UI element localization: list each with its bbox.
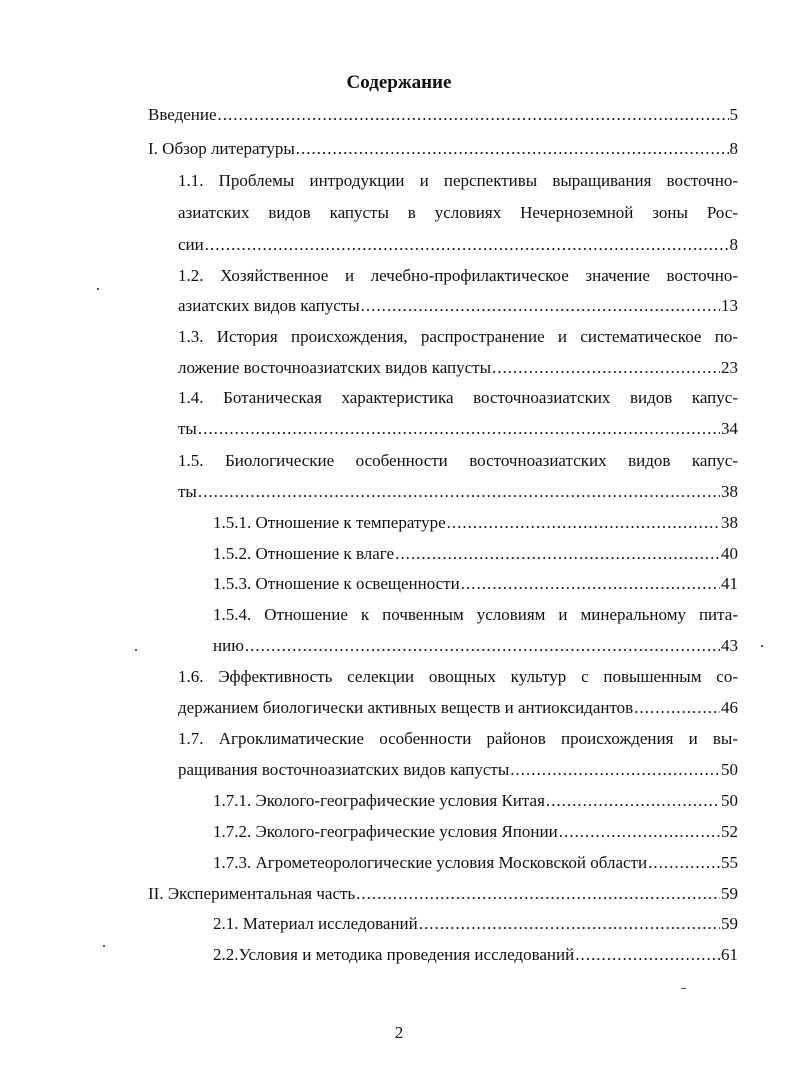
toc-page-number: 52 [721, 822, 738, 841]
toc-entry-1-1-line-1: 1.1. Проблемы интродукции и перспективы выращивания восточно- [178, 171, 738, 190]
toc-leader [198, 481, 720, 503]
toc-page-number: 40 [721, 544, 738, 563]
toc-entry-text: II. Экспериментальная часть [148, 884, 356, 903]
toc-entry-1-5-4-line-1: 1.5.4. Отношение к почвенным условиям и минеральному пита- [213, 605, 738, 624]
toc-entry-1-1-last [178, 234, 738, 256]
toc-entry-1-6-line-1: 1.6. Эффективность селекции овощных культур с повышенным со- [178, 667, 738, 686]
toc-entry-text: ложение восточноазиатских видов капусты [178, 358, 492, 377]
toc-entry-text: 1.7.3. Агрометеорологические условия Московской области [213, 853, 648, 872]
toc-leader [546, 790, 720, 812]
toc-entry-text: ты [178, 482, 197, 501]
toc-leader [245, 635, 720, 657]
toc-page-number: 8 [729, 139, 738, 158]
toc-leader [559, 821, 720, 843]
scan-speck [135, 649, 137, 651]
toc-entry-1-7-2 [213, 821, 738, 843]
toc-entry-text: 2.2.Условия и методика проведения исследований [213, 945, 575, 964]
toc-entry-text: сии [178, 235, 204, 254]
toc-entry-1-5-4-last [213, 635, 738, 657]
toc-entry-1-7-3 [213, 852, 738, 874]
toc-page-number: 59 [721, 914, 738, 933]
scan-speck [681, 988, 686, 989]
toc-page-number: 59 [721, 884, 738, 903]
toc-page-number: 43 [721, 636, 738, 655]
toc-entry-text: 1.5.3. Отношение к освещенности [213, 574, 460, 593]
toc-entry-1-1-line-2: азиатских видов капусты в условиях Нечерноземной зоны Рос- [178, 203, 738, 222]
toc-leader [634, 697, 720, 719]
toc-leader [356, 883, 720, 905]
toc-page-number: 50 [721, 760, 738, 779]
toc-leader [419, 913, 720, 935]
toc-leader [492, 357, 720, 379]
toc-page-number: 55 [721, 853, 738, 872]
toc-entry-text: Введение [148, 105, 217, 124]
toc-page-number: 13 [721, 296, 738, 315]
toc-entry-text: ращивания восточноазиатских видов капусты [178, 760, 510, 779]
toc-entry-1-6-last [178, 697, 738, 719]
toc-page-number: 38 [721, 482, 738, 501]
toc-entry-1-7-last [178, 759, 738, 781]
toc-page-number: 8 [729, 235, 738, 254]
toc-entry-text: ты [178, 419, 197, 438]
toc-leader [461, 573, 720, 595]
toc-entry-2-2 [213, 944, 738, 966]
toc-entry-chapter-2 [148, 883, 738, 905]
toc-entry-text: держанием биологически активных веществ и антиоксидантов [178, 698, 634, 717]
toc-entry-intro [148, 104, 738, 126]
toc-leader [205, 234, 729, 256]
toc-entry-1-7-1 [213, 790, 738, 812]
toc-entry-1-5-2 [213, 543, 738, 565]
toc-leader [510, 759, 720, 781]
toc-entry-1-7-line-1: 1.7. Агроклиматические особенности районов происхождения и вы- [178, 729, 738, 748]
toc-leader [198, 418, 720, 440]
toc-entry-text: 1.5.1. Отношение к температуре [213, 513, 446, 532]
scan-speck [103, 945, 105, 947]
toc-entry-1-4-line-1: 1.4. Ботаническая характеристика восточноазиатских видов капус- [178, 388, 738, 407]
toc-entry-1-5-last [178, 481, 738, 503]
toc-page-number: 61 [721, 945, 738, 964]
page-title: Содержание [346, 72, 452, 93]
scan-speck [761, 645, 763, 647]
toc-entry-2-1 [213, 913, 738, 935]
toc-page-number: 41 [721, 574, 738, 593]
toc-entry-text: 1.7.1. Эколого-географические условия Китая [213, 791, 545, 810]
toc-entry-1-4-last [178, 418, 738, 440]
toc-entry-text: нию [213, 636, 244, 655]
scan-speck [97, 288, 99, 290]
toc-entry-text: азиатских видов капусты [178, 296, 360, 315]
toc-entry-text: 1.7.2. Эколого-географические условия Японии [213, 822, 558, 841]
toc-entry-text: 2.1. Материал исследований [213, 914, 418, 933]
toc-entry-text: I. Обзор литературы [148, 139, 295, 158]
toc-leader [395, 543, 720, 565]
toc-entry-1-5-1 [213, 512, 738, 534]
toc-entry-text: 1.5.2. Отношение к влаге [213, 544, 395, 563]
toc-leader [648, 852, 720, 874]
toc-entry-1-2-last [178, 295, 738, 317]
toc-page-number: 23 [721, 358, 738, 377]
toc-entry-chapter-1 [148, 138, 738, 160]
toc-entry-1-3-line-1: 1.3. История происхождения, распространение и систематическое по- [178, 327, 738, 346]
toc-leader [218, 104, 729, 126]
toc-leader [447, 512, 720, 534]
toc-entry-1-3-last [178, 357, 738, 379]
toc-entry-1-2-line-1: 1.2. Хозяйственное и лечебно-профилактическое значение восточно- [178, 266, 738, 285]
toc-page-number: 5 [729, 105, 738, 124]
toc-entry-1-5-line-1: 1.5. Биологические особенности восточноазиатских видов капус- [178, 451, 738, 470]
toc-entry-1-5-3 [213, 573, 738, 595]
toc-leader [575, 944, 720, 966]
toc-page-number: 46 [721, 698, 738, 717]
toc-leader [296, 138, 729, 160]
toc-leader [361, 295, 720, 317]
toc-page-number: 50 [721, 791, 738, 810]
toc-page-number: 34 [721, 419, 738, 438]
page-number: 2 [394, 1023, 404, 1042]
toc-page-number: 38 [721, 513, 738, 532]
